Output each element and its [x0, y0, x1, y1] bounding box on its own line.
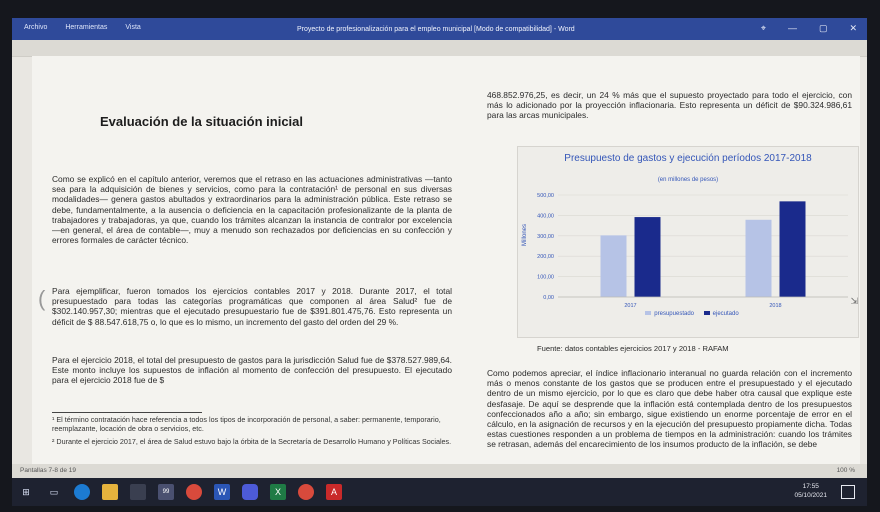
chart-plot — [518, 147, 858, 337]
app-99-icon[interactable]: 99 — [158, 484, 174, 500]
window-controls — [761, 23, 857, 34]
paragraph-right-2: Como podemos apreciar, el índice inflacionario interanual no guarda relación con el incremento más o menos constante de los gastos que se producen entre el presupuestado y el ejecutado dentro de un mismo ejercicio, por lo que es claro que debe haber otra causal que explique este desfasaje. De aquí se desprende que la inflación está contemplada dentro de los presupuestos confeccionados año a año; sin embargo, sigue existiendo un enorme porcentaje de error en el cálculo, en la asignación de recursos y en la ejecución del presupuesto propiamente dicha. Todas estas cuestiones responden a un problema de tiempos en la administración: cuando los trámites se retrasan, además del encarecimiento de los insumos producto de la inflación, se debe — [487, 368, 852, 450]
chart-subtitle: (en millones de pesos) — [657, 177, 719, 183]
legend-swatch-presupuestado — [645, 311, 651, 315]
y-tick-label: 200,00 — [537, 254, 554, 261]
bar-ejecutado-2017 — [635, 217, 661, 297]
chrome-2-icon[interactable] — [298, 484, 314, 500]
screen — [12, 18, 867, 506]
chrome-icon[interactable] — [186, 484, 202, 500]
window-title: Proyecto de profesionalización para el empleo municipal [Modo de compatibilidad] - Word — [297, 26, 575, 33]
menu-bar — [24, 24, 141, 31]
paragraph-1: Como se explicó en el capítulo anterior, veremos que el retraso en las actuaciones administrativas —tanto sea para la adquisición de bienes y servicios, como para la contratación¹ de personal en sus diversas modalidades— genera gastos abultados y extraordinarios para la administración pública. Este retraso se debe, fundamentalmente, a la ausencia o deficiencia en la capacitación profesionalizante de la planta de trabajadores y trabajadoras, ya que, cuando los trámites alcanzan la instancia de contralor por excelencia —en general, el área de contable—, muy a menudo son rechazados por deficiencias en su confección y errores formales de carácter técnico. — [52, 174, 452, 246]
store-icon[interactable] — [130, 484, 146, 500]
menu-vista[interactable]: Vista — [125, 24, 141, 31]
file-explorer-icon[interactable] — [102, 484, 118, 500]
chart-source: Fuente: datos contables ejercicios 2017 y 2018 - RAFAM — [537, 344, 729, 353]
page-edge-mark: ( — [38, 286, 46, 311]
taskbar — [12, 478, 867, 506]
cursor-mark: ⇲ — [850, 296, 858, 306]
footnote-2: ² Durante el ejercicio 2017, el área de Salud estuvo bajo la órbita de la Secretaría de Desarrollo Humano y Políticas Sociales. — [52, 437, 452, 446]
title-bar — [12, 18, 867, 40]
close-button[interactable]: ✕ — [849, 23, 857, 33]
paragraph-right-top: 468.852.976,25, es decir, un 24 % más que el supuesto proyectado para todo el ejercicio, con más lo adicionado por la proyección inflacionaria. Esto representa un déficit de $90.324.986,61 para las arcas municipales. — [487, 90, 852, 121]
windows-start-icon[interactable]: ⊞ — [22, 487, 30, 497]
chart-legend — [518, 311, 858, 317]
zoom-level[interactable]: 100 % — [836, 467, 855, 474]
legend-label-presupuestado: presupuestado — [654, 311, 694, 317]
minimize-button[interactable]: — — [787, 23, 797, 33]
paragraph-2: Para ejemplificar, fueron tomados los ejercicios contables 2017 y 2018. Durante 2017, el total presupuestado para todas las categorías programáticas que componen al área Salud² fue de $302.140.957,30; mientras que el ejecutado presupuestario fue de $391.801.475,76. Esto representa un déficit de $ 88.547.618,75 o, lo que es lo mismo, un incremento del gasto del orden del 29 %. — [52, 286, 452, 327]
section-heading: Evaluación de la situación inicial — [100, 114, 304, 129]
maximize-button[interactable]: ▢ — [818, 23, 828, 33]
focus-icon[interactable]: ⌖ — [760, 23, 766, 33]
y-tick-label: 100,00 — [537, 274, 554, 281]
clock-time: 17:55 — [802, 483, 819, 490]
x-tick-label: 2018 — [769, 303, 782, 309]
status-bar — [12, 464, 867, 478]
budget-chart — [517, 146, 859, 338]
menu-archivo[interactable]: Archivo — [24, 24, 48, 31]
excel-icon[interactable]: X — [270, 484, 286, 500]
chart-title: Presupuesto de gastos y ejecución períodos 2017-2018 — [564, 153, 812, 164]
y-axis-label: Millones — [522, 223, 529, 247]
notification-icon[interactable] — [841, 485, 855, 499]
x-tick-label: 2017 — [624, 303, 637, 309]
word-icon[interactable]: W — [214, 484, 230, 500]
footnote-divider — [52, 412, 202, 413]
bar-ejecutado-2018 — [780, 201, 806, 297]
y-tick-label: 500,00 — [537, 193, 554, 199]
legend-label-ejecutado: ejecutado — [712, 311, 739, 317]
clock[interactable] — [794, 482, 827, 500]
bar-presupuestado-2018 — [746, 220, 772, 297]
taskbar-icons — [18, 484, 342, 500]
legend-swatch-ejecutado — [704, 311, 710, 315]
y-tick-label: 300,00 — [537, 233, 554, 240]
y-tick-label: 400,00 — [537, 213, 554, 220]
chat-icon[interactable] — [242, 484, 258, 500]
edge-icon[interactable] — [74, 484, 90, 500]
page-counter: Pantallas 7-8 de 19 — [20, 467, 77, 474]
menu-herramientas[interactable]: Herramientas — [65, 24, 108, 31]
toolbar-strip — [12, 40, 867, 57]
document-page[interactable] — [32, 56, 860, 464]
acrobat-icon[interactable]: A — [326, 484, 342, 500]
task-view-icon[interactable]: ▭ — [49, 487, 59, 497]
paragraph-3: Para el ejercicio 2018, el total del presupuesto de gastos para la jurisdicción Salud fue de $378.527.989,64. Este monto incluye los supuestos de inflación al momento de confección del presupuesto. El ejecutado para el ejercicio 2018 fue de $ — [52, 355, 452, 386]
footnote-1: ¹ El término contratación hace referencia a todos los tipos de incorporación de personal, a saber: permanente, temporario, reemplazante, locación de obra o servicios, etc. — [52, 415, 441, 433]
y-tick-label: 0,00 — [543, 295, 554, 301]
clock-date: 05/10/2021 — [794, 492, 827, 499]
bar-presupuestado-2017 — [601, 235, 627, 297]
